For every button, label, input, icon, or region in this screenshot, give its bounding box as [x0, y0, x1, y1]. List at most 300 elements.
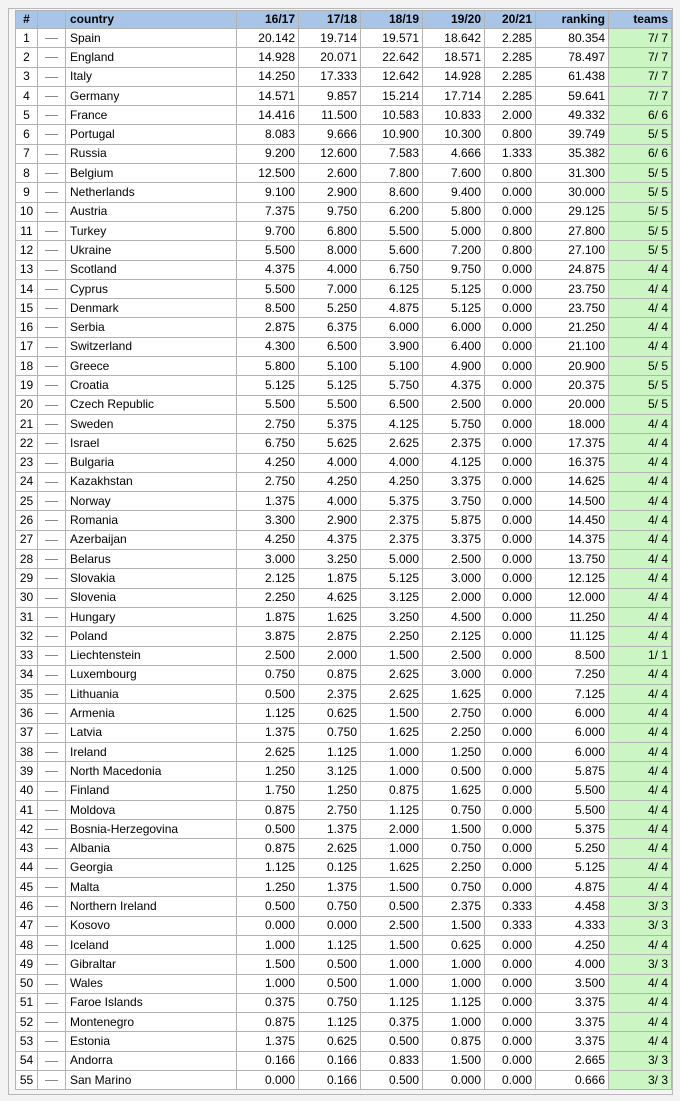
trend-indicator: [38, 897, 66, 916]
teams-count: 5/ 5: [609, 125, 672, 144]
country-name: Germany: [66, 86, 237, 105]
score-19-20: 3.375: [423, 530, 485, 549]
teams-count: 4/ 4: [609, 800, 672, 819]
score-19-20: 1.500: [423, 820, 485, 839]
score-20-21: 0.000: [485, 762, 536, 781]
trend-indicator: [38, 106, 66, 125]
trend-indicator: [38, 665, 66, 684]
trend-dash-icon: [45, 327, 58, 328]
table-row: [16, 878, 672, 897]
table-row: [16, 183, 672, 202]
country-name: Montenegro: [66, 1013, 237, 1032]
score-19-20: 0.500: [423, 762, 485, 781]
score-16-17: 9.200: [237, 144, 299, 163]
country-name: England: [66, 48, 237, 67]
header-teams[interactable]: teams: [609, 11, 672, 29]
score-19-20: 18.571: [423, 48, 485, 67]
score-18-19: 1.500: [361, 704, 423, 723]
ranking-total: 59.641: [536, 86, 609, 105]
score-17-18: 0.125: [299, 858, 361, 877]
ranking-total: 2.665: [536, 1051, 609, 1070]
trend-indicator: [38, 762, 66, 781]
teams-count: 4/ 4: [609, 299, 672, 318]
ranking-total: 13.750: [536, 550, 609, 569]
rank-cell: 45: [16, 878, 38, 897]
table-row: [16, 955, 672, 974]
ranking-total: 24.875: [536, 260, 609, 279]
trend-indicator: [38, 607, 66, 626]
header-country[interactable]: country: [66, 11, 237, 29]
score-18-19: 2.375: [361, 530, 423, 549]
score-19-20: 2.500: [423, 646, 485, 665]
score-18-19: 1.125: [361, 800, 423, 819]
score-16-17: 14.571: [237, 86, 299, 105]
score-20-21: 0.000: [485, 742, 536, 761]
score-20-21: 0.800: [485, 241, 536, 260]
score-16-17: 0.750: [237, 665, 299, 684]
header-season-18-19[interactable]: 18/19: [361, 11, 423, 29]
score-18-19: 0.833: [361, 1051, 423, 1070]
score-17-18: 9.857: [299, 86, 361, 105]
trend-dash-icon: [45, 231, 58, 232]
trend-dash-icon: [45, 964, 58, 965]
ranking-total: 6.000: [536, 704, 609, 723]
trend-dash-icon: [45, 96, 58, 97]
score-17-18: 11.500: [299, 106, 361, 125]
rank-cell: 32: [16, 627, 38, 646]
table-row: [16, 434, 672, 453]
score-16-17: 1.125: [237, 858, 299, 877]
score-18-19: 4.875: [361, 299, 423, 318]
rank-cell: 28: [16, 550, 38, 569]
rank-cell: 19: [16, 376, 38, 395]
ranking-total: 14.625: [536, 472, 609, 491]
country-name: Slovenia: [66, 588, 237, 607]
teams-count: 5/ 5: [609, 241, 672, 260]
table-row: [16, 1032, 672, 1051]
country-name: Kazakhstan: [66, 472, 237, 491]
ranking-total: 12.000: [536, 588, 609, 607]
table-row: [16, 299, 672, 318]
ranking-total: 11.125: [536, 627, 609, 646]
trend-indicator: [38, 260, 66, 279]
score-16-17: 1.125: [237, 704, 299, 723]
score-19-20: 18.642: [423, 29, 485, 48]
header-ranking[interactable]: ranking: [536, 11, 609, 29]
header-season-20-21[interactable]: 20/21: [485, 11, 536, 29]
trend-indicator: [38, 434, 66, 453]
score-20-21: 0.000: [485, 472, 536, 491]
header-rank[interactable]: #: [16, 11, 38, 29]
score-18-19: 5.000: [361, 550, 423, 569]
country-name: Gibraltar: [66, 955, 237, 974]
country-name: Switzerland: [66, 337, 237, 356]
score-17-18: 2.000: [299, 646, 361, 665]
teams-count: 4/ 4: [609, 260, 672, 279]
score-16-17: 0.166: [237, 1051, 299, 1070]
ranking-total: 21.100: [536, 337, 609, 356]
table-row: [16, 318, 672, 337]
country-name: Georgia: [66, 858, 237, 877]
score-16-17: 0.500: [237, 897, 299, 916]
trend-indicator: [38, 685, 66, 704]
trend-indicator: [38, 279, 66, 298]
score-17-18: 0.166: [299, 1071, 361, 1090]
rank-cell: 29: [16, 569, 38, 588]
score-19-20: 9.400: [423, 183, 485, 202]
score-19-20: 10.300: [423, 125, 485, 144]
score-17-18: 0.750: [299, 993, 361, 1012]
score-17-18: 4.625: [299, 588, 361, 607]
table-row: [16, 106, 672, 125]
score-20-21: 2.285: [485, 86, 536, 105]
score-20-21: 0.000: [485, 800, 536, 819]
table-row: [16, 974, 672, 993]
score-18-19: 2.250: [361, 627, 423, 646]
teams-count: 4/ 4: [609, 993, 672, 1012]
score-20-21: 0.000: [485, 569, 536, 588]
score-20-21: 2.285: [485, 29, 536, 48]
score-17-18: 17.333: [299, 67, 361, 86]
ranking-total: 11.250: [536, 607, 609, 626]
score-16-17: 14.416: [237, 106, 299, 125]
table-row: [16, 472, 672, 491]
teams-count: 7/ 7: [609, 29, 672, 48]
trend-dash-icon: [45, 578, 58, 579]
score-19-20: 4.900: [423, 357, 485, 376]
score-19-20: 5.750: [423, 414, 485, 433]
ranking-total: 0.666: [536, 1071, 609, 1090]
score-16-17: 1.750: [237, 781, 299, 800]
country-name: Ireland: [66, 742, 237, 761]
score-17-18: 2.900: [299, 183, 361, 202]
score-17-18: 0.625: [299, 1032, 361, 1051]
trend-indicator: [38, 974, 66, 993]
teams-count: 5/ 5: [609, 376, 672, 395]
score-17-18: 1.625: [299, 607, 361, 626]
country-name: Russia: [66, 144, 237, 163]
ranking-total: 27.800: [536, 221, 609, 240]
rank-cell: 52: [16, 1013, 38, 1032]
rank-cell: 1: [16, 29, 38, 48]
score-16-17: 0.500: [237, 820, 299, 839]
ranking-total: 3.500: [536, 974, 609, 993]
score-17-18: 0.500: [299, 974, 361, 993]
trend-indicator: [38, 492, 66, 511]
country-name: Azerbaijan: [66, 530, 237, 549]
trend-indicator: [38, 569, 66, 588]
trend-dash-icon: [45, 250, 58, 251]
teams-count: 5/ 5: [609, 183, 672, 202]
score-19-20: 1.125: [423, 993, 485, 1012]
teams-count: 4/ 4: [609, 1032, 672, 1051]
ranking-total: 31.300: [536, 164, 609, 183]
trend-indicator: [38, 241, 66, 260]
teams-count: 4/ 4: [609, 569, 672, 588]
trend-dash-icon: [45, 1041, 58, 1042]
trend-dash-icon: [45, 212, 58, 213]
score-19-20: 2.500: [423, 395, 485, 414]
score-19-20: 3.000: [423, 665, 485, 684]
table-row: [16, 607, 672, 626]
rank-cell: 39: [16, 762, 38, 781]
rank-cell: 49: [16, 955, 38, 974]
country-name: Norway: [66, 492, 237, 511]
trend-indicator: [38, 550, 66, 569]
country-name: Scotland: [66, 260, 237, 279]
score-18-19: 4.250: [361, 472, 423, 491]
rank-cell: 37: [16, 723, 38, 742]
score-16-17: 2.750: [237, 414, 299, 433]
table-row: [16, 337, 672, 356]
rank-cell: 11: [16, 221, 38, 240]
header-season-19-20[interactable]: 19/20: [423, 11, 485, 29]
score-18-19: 1.500: [361, 935, 423, 954]
score-20-21: 0.000: [485, 993, 536, 1012]
rank-cell: 16: [16, 318, 38, 337]
score-20-21: 0.000: [485, 550, 536, 569]
score-17-18: 6.800: [299, 221, 361, 240]
ranking-total: 5.500: [536, 781, 609, 800]
score-17-18: 1.875: [299, 569, 361, 588]
teams-count: 5/ 5: [609, 221, 672, 240]
trend-dash-icon: [45, 984, 58, 985]
country-name: Netherlands: [66, 183, 237, 202]
score-19-20: 3.000: [423, 569, 485, 588]
score-16-17: 0.875: [237, 800, 299, 819]
rank-cell: 24: [16, 472, 38, 491]
trend-dash-icon: [45, 134, 58, 135]
header-season-17-18[interactable]: 17/18: [299, 11, 361, 29]
score-20-21: 0.000: [485, 1071, 536, 1090]
score-16-17: 2.625: [237, 742, 299, 761]
score-20-21: 0.800: [485, 221, 536, 240]
table-row: [16, 144, 672, 163]
score-20-21: 0.000: [485, 820, 536, 839]
score-19-20: 14.928: [423, 67, 485, 86]
trend-indicator: [38, 627, 66, 646]
country-name: Sweden: [66, 414, 237, 433]
trend-indicator: [38, 202, 66, 221]
score-20-21: 0.000: [485, 955, 536, 974]
country-name: Romania: [66, 511, 237, 530]
score-20-21: 0.000: [485, 646, 536, 665]
score-19-20: 5.125: [423, 279, 485, 298]
rank-cell: 8: [16, 164, 38, 183]
country-name: Spain: [66, 29, 237, 48]
score-20-21: 2.285: [485, 67, 536, 86]
trend-dash-icon: [45, 385, 58, 386]
score-20-21: 0.000: [485, 1013, 536, 1032]
teams-count: 4/ 4: [609, 665, 672, 684]
score-18-19: 0.500: [361, 1032, 423, 1051]
rank-cell: 35: [16, 685, 38, 704]
teams-count: 5/ 5: [609, 357, 672, 376]
trend-indicator: [38, 820, 66, 839]
teams-count: 3/ 3: [609, 1051, 672, 1070]
teams-count: 3/ 3: [609, 897, 672, 916]
score-18-19: 1.000: [361, 742, 423, 761]
trend-indicator: [38, 646, 66, 665]
score-19-20: 3.375: [423, 472, 485, 491]
score-19-20: 1.250: [423, 742, 485, 761]
score-18-19: 10.583: [361, 106, 423, 125]
teams-count: 4/ 4: [609, 588, 672, 607]
score-20-21: 1.333: [485, 144, 536, 163]
score-16-17: 3.300: [237, 511, 299, 530]
score-18-19: 1.125: [361, 993, 423, 1012]
score-19-20: 4.500: [423, 607, 485, 626]
trend-dash-icon: [45, 829, 58, 830]
rank-cell: 22: [16, 434, 38, 453]
score-20-21: 0.000: [485, 781, 536, 800]
trend-indicator: [38, 86, 66, 105]
table-row: [16, 414, 672, 433]
score-16-17: 1.875: [237, 607, 299, 626]
table-row: [16, 376, 672, 395]
teams-count: 5/ 5: [609, 202, 672, 221]
ranking-total: 5.125: [536, 858, 609, 877]
rank-cell: 9: [16, 183, 38, 202]
score-18-19: 1.000: [361, 762, 423, 781]
score-19-20: 4.125: [423, 453, 485, 472]
score-16-17: 12.500: [237, 164, 299, 183]
ranking-total: 5.250: [536, 839, 609, 858]
score-20-21: 0.000: [485, 414, 536, 433]
trend-indicator: [38, 183, 66, 202]
country-name: Slovakia: [66, 569, 237, 588]
score-18-19: 1.625: [361, 723, 423, 742]
trend-indicator: [38, 511, 66, 530]
ranking-total: 16.375: [536, 453, 609, 472]
score-18-19: 4.125: [361, 414, 423, 433]
score-19-20: 0.875: [423, 1032, 485, 1051]
score-17-18: 0.000: [299, 916, 361, 935]
country-name: Austria: [66, 202, 237, 221]
trend-indicator: [38, 395, 66, 414]
rank-cell: 51: [16, 993, 38, 1012]
trend-dash-icon: [45, 405, 58, 406]
score-16-17: 6.750: [237, 434, 299, 453]
table-row: [16, 935, 672, 954]
score-16-17: 2.875: [237, 318, 299, 337]
rank-cell: 10: [16, 202, 38, 221]
table-row: [16, 202, 672, 221]
score-18-19: 1.625: [361, 858, 423, 877]
score-16-17: 5.500: [237, 241, 299, 260]
trend-indicator: [38, 723, 66, 742]
teams-count: 4/ 4: [609, 337, 672, 356]
score-16-17: 9.700: [237, 221, 299, 240]
score-16-17: 7.375: [237, 202, 299, 221]
score-20-21: 0.000: [485, 723, 536, 742]
score-17-18: 5.100: [299, 357, 361, 376]
rank-cell: 54: [16, 1051, 38, 1070]
header-trend: [38, 11, 66, 29]
score-19-20: 1.625: [423, 781, 485, 800]
trend-dash-icon: [45, 463, 58, 464]
trend-indicator: [38, 414, 66, 433]
rank-cell: 17: [16, 337, 38, 356]
teams-count: 4/ 4: [609, 453, 672, 472]
country-name: Israel: [66, 434, 237, 453]
trend-dash-icon: [45, 636, 58, 637]
trend-dash-icon: [45, 810, 58, 811]
rank-cell: 3: [16, 67, 38, 86]
score-16-17: 4.300: [237, 337, 299, 356]
trend-dash-icon: [45, 424, 58, 425]
table-row: [16, 550, 672, 569]
score-19-20: 4.666: [423, 144, 485, 163]
header-season-16-17[interactable]: 16/17: [237, 11, 299, 29]
rank-cell: 43: [16, 839, 38, 858]
score-19-20: 1.000: [423, 955, 485, 974]
ranking-total: 14.450: [536, 511, 609, 530]
score-16-17: 5.500: [237, 395, 299, 414]
table-row: [16, 29, 672, 48]
table-row: [16, 164, 672, 183]
rank-cell: 40: [16, 781, 38, 800]
country-name: Denmark: [66, 299, 237, 318]
ranking-total: 21.250: [536, 318, 609, 337]
ranking-total: 4.458: [536, 897, 609, 916]
trend-dash-icon: [45, 57, 58, 58]
table-row: [16, 800, 672, 819]
score-19-20: 2.250: [423, 858, 485, 877]
score-19-20: 2.500: [423, 550, 485, 569]
ranking-total: 12.125: [536, 569, 609, 588]
score-16-17: 1.000: [237, 974, 299, 993]
trend-indicator: [38, 742, 66, 761]
trend-indicator: [38, 955, 66, 974]
country-name: Croatia: [66, 376, 237, 395]
header-row: [16, 11, 672, 29]
table-row: [16, 588, 672, 607]
rank-cell: 23: [16, 453, 38, 472]
score-17-18: 0.500: [299, 955, 361, 974]
teams-count: 4/ 4: [609, 318, 672, 337]
score-16-17: 2.500: [237, 646, 299, 665]
score-16-17: 2.250: [237, 588, 299, 607]
score-20-21: 0.000: [485, 704, 536, 723]
trend-dash-icon: [45, 192, 58, 193]
score-18-19: 7.583: [361, 144, 423, 163]
score-16-17: 1.375: [237, 1032, 299, 1051]
ranking-total: 4.000: [536, 955, 609, 974]
score-20-21: 0.000: [485, 878, 536, 897]
score-18-19: 19.571: [361, 29, 423, 48]
trend-indicator: [38, 221, 66, 240]
country-name: Moldova: [66, 800, 237, 819]
trend-indicator: [38, 1051, 66, 1070]
trend-indicator: [38, 29, 66, 48]
trend-indicator: [38, 299, 66, 318]
score-19-20: 5.000: [423, 221, 485, 240]
score-17-18: 1.250: [299, 781, 361, 800]
trend-dash-icon: [45, 1080, 58, 1081]
trend-dash-icon: [45, 906, 58, 907]
teams-count: 4/ 4: [609, 414, 672, 433]
trend-dash-icon: [45, 926, 58, 927]
rank-cell: 14: [16, 279, 38, 298]
rank-cell: 12: [16, 241, 38, 260]
table-row: [16, 1013, 672, 1032]
score-19-20: 6.400: [423, 337, 485, 356]
score-17-18: 5.125: [299, 376, 361, 395]
score-17-18: 0.750: [299, 723, 361, 742]
rank-cell: 2: [16, 48, 38, 67]
score-17-18: 1.125: [299, 742, 361, 761]
